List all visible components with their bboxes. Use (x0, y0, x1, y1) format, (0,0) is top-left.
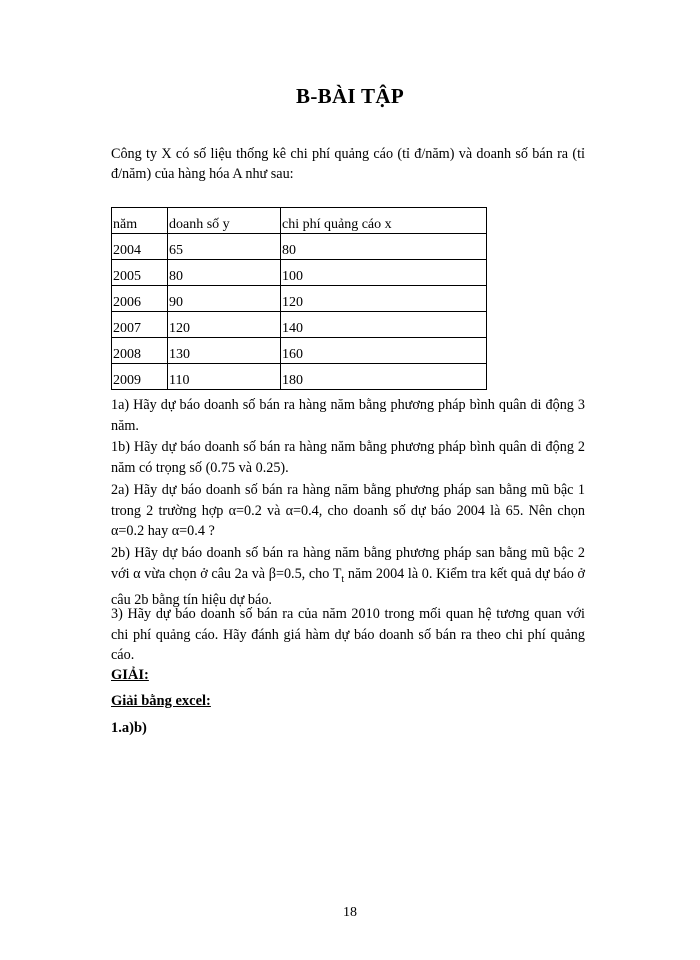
table-row (112, 260, 487, 286)
table-cell-year: 2007 (112, 312, 168, 338)
question-3: 3) Hãy dự báo doanh số bán ra của năm 2010 trong mối quan hệ tương quan với chi phí quảng cáo. Hãy đánh giá hàm dự báo doanh số bán ra theo chi phí quảng cáo. (111, 606, 585, 663)
table-row (112, 338, 487, 364)
table-cell-sales: 90 (168, 286, 281, 312)
table-row (112, 234, 487, 260)
table-row (112, 286, 487, 312)
table-cell-sales: 110 (168, 364, 281, 390)
table-cell-year: 2005 (112, 260, 168, 286)
table-cell-sales: 120 (168, 312, 281, 338)
solution-heading: GIẢI: (111, 667, 149, 683)
question-1a: 1a) Hãy dự báo doanh số bán ra hàng năm bằng phương pháp bình quân di động 3 năm. (111, 397, 585, 434)
intro-paragraph: Công ty X có số liệu thống kê chi phí quảng cáo (tỉ đ/năm) và doanh số bán ra (tỉ đ/năm) của hàng hóa A như sau: (111, 146, 585, 182)
table-cell-sales: 80 (168, 260, 281, 286)
excel-solution-heading: Giải bằng excel: (111, 693, 211, 709)
page-number: 18 (343, 905, 357, 920)
table-header-row (112, 208, 487, 234)
table-row (112, 312, 487, 338)
table-cell-ad-cost: 160 (281, 338, 487, 364)
table-cell-ad-cost: 80 (281, 234, 487, 260)
question-1b: 1b) Hãy dự báo doanh số bán ra hàng năm bằng phương pháp bình quân di động 2 năm có trọng số (0.75 và 0.25). (111, 439, 585, 476)
table-cell-ad-cost: 120 (281, 286, 487, 312)
table-cell-year: 2009 (112, 364, 168, 390)
table-cell-ad-cost: 140 (281, 312, 487, 338)
question-2b-subscript: t (341, 573, 345, 585)
table-cell-sales: 65 (168, 234, 281, 260)
table-header-cell: chi phí quảng cáo x (281, 208, 487, 234)
data-table (111, 207, 487, 390)
question-2a: 2a) Hãy dự báo doanh số bán ra hàng năm bằng phương pháp san bằng mũ bậc 1 trong 2 trường hợp α=0.2 và α=0.4, cho doanh số dự báo 2004 là 65. Nên chọn α=0.2 hay α=0.4 ? (111, 482, 585, 539)
table-header-cell: doanh số y (168, 208, 281, 234)
table-cell-ad-cost: 180 (281, 364, 487, 390)
page-title: B-BÀI TẬP (296, 84, 404, 108)
part-label: 1.a)b) (111, 720, 147, 736)
table-cell-year: 2008 (112, 338, 168, 364)
question-2b (111, 543, 585, 610)
question-2b-text-end: năm 2004 là 0. Kiểm tra kết quả dự báo ở câu 2b bằng tín hiệu dự báo. (111, 565, 585, 608)
table-cell-year: 2006 (112, 286, 168, 312)
table-cell-year: 2004 (112, 234, 168, 260)
table-header-cell: năm (112, 208, 168, 234)
table-row (112, 364, 487, 390)
table-cell-ad-cost: 100 (281, 260, 487, 286)
question-2b-text-start: 2b) Hãy dự báo doanh số bán ra hàng năm bằng phương pháp san bằng mũ bậc 2 với α vừa chọn ở câu 2a và β=0.5, cho T (111, 545, 585, 582)
table-cell-sales: 130 (168, 338, 281, 364)
